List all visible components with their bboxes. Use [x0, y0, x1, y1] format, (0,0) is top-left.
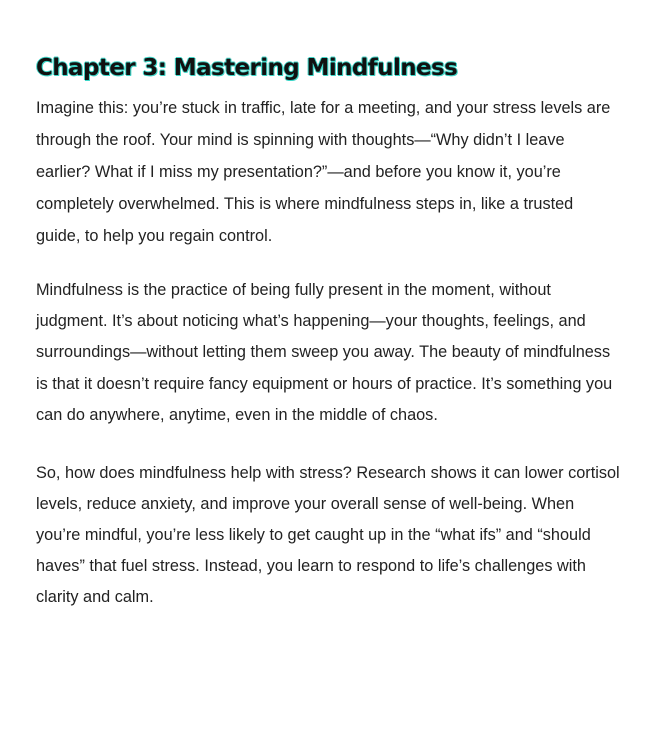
chapter-title: Chapter 3: Mastering Mindfulness	[36, 55, 458, 81]
paragraph: Mindfulness is the practice of being fully present in the moment, without judgment. It’s about noticing what’s happening—your thoughts, feelings, and surroundings—without letting them sweep you away. The beauty of mindfulness is that it doesn’t require fancy equipment or hours of practice. It’s something you can do anywhere, anytime, even in the middle of chaos.	[36, 281, 613, 424]
paragraph: So, how does mindfulness help with stress? Research shows it can lower cortisol levels, reduce anxiety, and improve your overall sense of well-being. When you’re mindful, you’re less likely to get caught up in the “what ifs” and “should haves” that fuel stress. Instead, you learn to respond to life’s challenges with clarity and calm.	[36, 464, 620, 607]
paragraph: Imagine this: you’re stuck in traffic, late for a meeting, and your stress levels are through the roof. Your mind is spinning with thoughts—“Why didn’t I leave earlier? What if I miss my presentation?”—and before you know it, you’re completely overwhelmed. This is where mindfulness steps in, like a trusted guide, to help you regain control.	[36, 99, 611, 245]
document-page	[36, 52, 620, 613]
